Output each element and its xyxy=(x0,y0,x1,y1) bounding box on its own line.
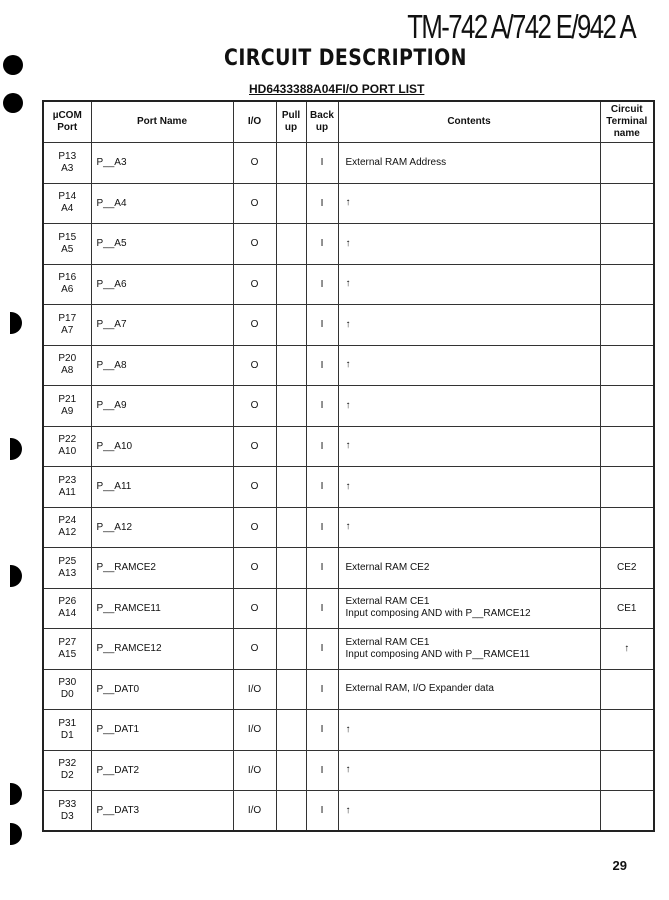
table-row xyxy=(43,143,654,184)
terminal-cell xyxy=(600,548,654,589)
io-direction: O xyxy=(250,440,259,452)
table-header-row xyxy=(43,101,654,143)
contents-cell xyxy=(338,629,600,670)
table-row xyxy=(43,264,654,305)
terminal-cell xyxy=(600,264,654,305)
port-alt-function: D0 xyxy=(60,689,74,701)
port-cell xyxy=(43,143,91,184)
table-row xyxy=(43,305,654,346)
section-title: CIRCUIT DESCRIPTION xyxy=(224,46,467,71)
col-header-pullup: Pull up xyxy=(276,101,306,143)
io-cell xyxy=(233,386,276,427)
port-name-cell xyxy=(91,588,233,629)
pullup-cell xyxy=(276,305,306,346)
port-cell xyxy=(43,507,91,548)
pullup-cell xyxy=(276,264,306,305)
contents-line: External RAM CE2 xyxy=(345,561,430,573)
contents-line: ↑ xyxy=(345,764,351,776)
pullup-cell xyxy=(276,710,306,751)
backup-value: I xyxy=(320,562,324,574)
port-id: P24 xyxy=(58,515,77,527)
port-name-cell xyxy=(91,629,233,670)
contents-cell xyxy=(338,224,600,265)
contents-cell xyxy=(338,143,600,184)
port-cell xyxy=(43,588,91,629)
port-alt-function: A5 xyxy=(61,243,74,255)
port-cell xyxy=(43,183,91,224)
io-cell xyxy=(233,629,276,670)
backup-cell xyxy=(306,224,338,265)
contents-cell xyxy=(338,548,600,589)
port-id: P14 xyxy=(58,191,77,203)
terminal-cell xyxy=(600,305,654,346)
backup-value: I xyxy=(320,278,324,290)
port-name: P__A10 xyxy=(96,440,133,452)
pullup-cell xyxy=(276,669,306,710)
port-alt-function: A7 xyxy=(61,324,74,336)
io-direction: O xyxy=(250,319,259,331)
port-name: P__RAMCE11 xyxy=(96,602,161,614)
contents-cell xyxy=(338,507,600,548)
port-name: P__DAT2 xyxy=(96,764,140,776)
port-alt-function: A8 xyxy=(61,365,74,377)
contents-cell xyxy=(338,791,600,832)
port-cell xyxy=(43,305,91,346)
contents-line: ↑ xyxy=(345,440,351,452)
pullup-cell xyxy=(276,224,306,265)
port-id: P27 xyxy=(58,636,77,648)
port-id: P25 xyxy=(58,555,77,567)
contents-cell xyxy=(338,669,600,710)
pullup-cell xyxy=(276,629,306,670)
backup-value: I xyxy=(320,359,324,371)
port-name-cell xyxy=(91,224,233,265)
backup-cell xyxy=(306,386,338,427)
contents-cell xyxy=(338,386,600,427)
port-alt-function: D3 xyxy=(60,810,74,822)
io-cell xyxy=(233,669,276,710)
backup-value: I xyxy=(320,238,324,250)
terminal-cell xyxy=(600,507,654,548)
terminal-cell xyxy=(600,426,654,467)
port-name-cell xyxy=(91,548,233,589)
io-direction: O xyxy=(250,197,259,209)
port-name: P__A11 xyxy=(96,481,132,493)
table-row xyxy=(43,629,654,670)
backup-value: I xyxy=(320,319,324,331)
io-cell xyxy=(233,791,276,832)
io-direction: O xyxy=(250,157,259,169)
backup-cell xyxy=(306,143,338,184)
io-direction: O xyxy=(250,562,259,574)
table-title: HD6433388A04FI/O PORT LIST xyxy=(249,82,425,96)
contents-cell xyxy=(338,467,600,508)
contents-cell xyxy=(338,710,600,751)
port-id: P15 xyxy=(58,231,77,243)
port-name-cell xyxy=(91,710,233,751)
port-id: P26 xyxy=(58,596,77,608)
port-name-cell xyxy=(91,467,233,508)
port-name: P__A3 xyxy=(96,157,127,169)
col-header-port: µCOM Port xyxy=(43,101,91,143)
contents-line: ↑ xyxy=(345,318,351,330)
port-alt-function: A12 xyxy=(58,527,77,539)
contents-cell xyxy=(338,588,600,629)
terminal-cell xyxy=(600,183,654,224)
terminal-cell xyxy=(600,345,654,386)
port-cell xyxy=(43,264,91,305)
io-cell xyxy=(233,305,276,346)
io-cell xyxy=(233,183,276,224)
contents-line: ↑ xyxy=(345,723,351,735)
terminal-name: CE2 xyxy=(617,562,637,574)
binder-hole-4 xyxy=(10,438,22,460)
io-direction: O xyxy=(250,359,259,371)
table-row xyxy=(43,183,654,224)
backup-cell xyxy=(306,548,338,589)
backup-value: I xyxy=(320,400,324,412)
io-direction: O xyxy=(250,238,259,250)
binder-hole-7 xyxy=(10,823,22,845)
port-name: P__A12 xyxy=(96,521,133,533)
port-name-cell xyxy=(91,426,233,467)
contents-cell xyxy=(338,264,600,305)
table-row xyxy=(43,669,654,710)
port-id: P30 xyxy=(58,677,77,689)
table-row xyxy=(43,750,654,791)
port-alt-function: A6 xyxy=(61,284,74,296)
port-name-cell xyxy=(91,264,233,305)
backup-value: I xyxy=(320,724,324,736)
port-name-cell xyxy=(91,305,233,346)
backup-cell xyxy=(306,710,338,751)
backup-value: I xyxy=(320,805,324,816)
port-cell xyxy=(43,710,91,751)
terminal-cell xyxy=(600,791,654,832)
io-cell xyxy=(233,507,276,548)
model-number: TM-742 A/742 E/942 A xyxy=(407,8,635,45)
port-cell xyxy=(43,548,91,589)
io-cell xyxy=(233,426,276,467)
io-direction: O xyxy=(250,643,259,655)
port-alt-function: A3 xyxy=(61,162,74,174)
table-row xyxy=(43,345,654,386)
port-id: P31 xyxy=(58,717,77,729)
port-id: P32 xyxy=(58,758,77,770)
io-cell xyxy=(233,710,276,751)
backup-value: I xyxy=(320,440,324,452)
port-alt-function: A14 xyxy=(58,608,77,620)
port-name: P__A5 xyxy=(96,238,127,250)
io-direction: O xyxy=(250,278,259,290)
terminal-cell xyxy=(600,750,654,791)
backup-value: I xyxy=(320,197,324,209)
contents-line: ↑ xyxy=(345,197,351,209)
binder-hole-2 xyxy=(3,93,23,113)
io-direction: I/O xyxy=(247,764,262,776)
port-name: P__A8 xyxy=(96,359,127,371)
port-cell xyxy=(43,669,91,710)
contents-line: ↑ xyxy=(345,359,351,371)
port-alt-function: A4 xyxy=(61,203,74,215)
backup-cell xyxy=(306,305,338,346)
pullup-cell xyxy=(276,507,306,548)
backup-cell xyxy=(306,588,338,629)
io-cell xyxy=(233,750,276,791)
table-row xyxy=(43,426,654,467)
port-cell xyxy=(43,426,91,467)
contents-cell xyxy=(338,345,600,386)
backup-cell xyxy=(306,426,338,467)
contents-cell xyxy=(338,750,600,791)
terminal-cell xyxy=(600,629,654,670)
binder-hole-3 xyxy=(10,312,22,334)
pullup-cell xyxy=(276,143,306,184)
io-cell xyxy=(233,588,276,629)
table-row xyxy=(43,386,654,427)
table-row xyxy=(43,507,654,548)
pullup-cell xyxy=(276,386,306,427)
io-direction: I/O xyxy=(247,805,262,816)
port-alt-function: A10 xyxy=(58,446,77,458)
table-row xyxy=(43,791,654,832)
port-name-cell xyxy=(91,507,233,548)
port-id: P17 xyxy=(58,312,77,324)
backup-value: I xyxy=(320,683,324,695)
contents-line: Input composing AND with P__RAMCE11 xyxy=(345,648,530,660)
terminal-cell xyxy=(600,669,654,710)
port-id: P23 xyxy=(58,474,77,486)
col-header-io: I/O xyxy=(233,101,276,143)
port-name: P__DAT3 xyxy=(96,805,140,816)
port-id: P13 xyxy=(58,150,77,162)
terminal-cell xyxy=(600,143,654,184)
terminal-name: CE1 xyxy=(617,602,637,614)
port-name: P__DAT0 xyxy=(96,683,140,695)
port-id: P22 xyxy=(58,434,77,446)
pullup-cell xyxy=(276,791,306,832)
io-cell xyxy=(233,467,276,508)
backup-cell xyxy=(306,183,338,224)
port-name-cell xyxy=(91,143,233,184)
port-name-cell xyxy=(91,669,233,710)
pullup-cell xyxy=(276,426,306,467)
col-header-contents: Contents xyxy=(338,101,600,143)
port-cell xyxy=(43,750,91,791)
contents-line: ↑ xyxy=(345,521,351,533)
port-name: P__A7 xyxy=(96,319,127,331)
port-cell xyxy=(43,467,91,508)
port-cell xyxy=(43,791,91,832)
port-alt-function: A9 xyxy=(61,405,74,417)
contents-line: Input composing AND with P__RAMCE12 xyxy=(345,608,531,620)
port-id: P16 xyxy=(58,272,77,284)
backup-cell xyxy=(306,669,338,710)
port-cell xyxy=(43,629,91,670)
backup-value: I xyxy=(320,602,324,614)
io-direction: O xyxy=(250,602,259,614)
contents-line: External RAM CE1 xyxy=(345,636,430,648)
io-port-table xyxy=(42,100,655,832)
io-direction: I/O xyxy=(247,683,262,695)
pullup-cell xyxy=(276,750,306,791)
contents-line: ↑ xyxy=(345,278,351,290)
table-row xyxy=(43,548,654,589)
port-name: P__A9 xyxy=(96,400,127,412)
contents-line: External RAM, I/O Expander data xyxy=(345,683,494,695)
backup-cell xyxy=(306,467,338,508)
pullup-cell xyxy=(276,183,306,224)
contents-line: External RAM Address xyxy=(345,156,447,168)
col-header-name: Port Name xyxy=(91,101,233,143)
terminal-cell xyxy=(600,386,654,427)
table-row xyxy=(43,467,654,508)
backup-cell xyxy=(306,264,338,305)
io-cell xyxy=(233,224,276,265)
pullup-cell xyxy=(276,467,306,508)
page-number: 29 xyxy=(612,858,627,873)
terminal-name: ↑ xyxy=(624,643,630,655)
terminal-cell xyxy=(600,588,654,629)
terminal-cell xyxy=(600,710,654,751)
port-name: P__A6 xyxy=(96,278,127,290)
port-name-cell xyxy=(91,183,233,224)
io-direction: O xyxy=(250,521,259,533)
contents-line: ↑ xyxy=(345,237,351,249)
port-name-cell xyxy=(91,791,233,832)
contents-cell xyxy=(338,183,600,224)
port-alt-function: A11 xyxy=(58,486,76,498)
port-id: P33 xyxy=(58,798,77,810)
terminal-cell xyxy=(600,467,654,508)
backup-value: I xyxy=(320,157,324,169)
port-cell xyxy=(43,386,91,427)
pullup-cell xyxy=(276,345,306,386)
backup-cell xyxy=(306,345,338,386)
backup-cell xyxy=(306,629,338,670)
port-name-cell xyxy=(91,750,233,791)
port-id: P20 xyxy=(58,353,77,365)
backup-value: I xyxy=(320,764,324,776)
port-name-cell xyxy=(91,345,233,386)
contents-cell xyxy=(338,426,600,467)
pullup-cell xyxy=(276,588,306,629)
contents-line: ↑ xyxy=(345,399,351,411)
table-row xyxy=(43,588,654,629)
backup-value: I xyxy=(320,521,324,533)
backup-cell xyxy=(306,791,338,832)
port-cell xyxy=(43,345,91,386)
io-direction: O xyxy=(250,481,259,493)
io-cell xyxy=(233,548,276,589)
port-alt-function: D2 xyxy=(60,770,74,782)
binder-hole-5 xyxy=(10,565,22,587)
io-direction: I/O xyxy=(247,724,262,736)
contents-cell xyxy=(338,305,600,346)
io-cell xyxy=(233,345,276,386)
backup-cell xyxy=(306,750,338,791)
table-row xyxy=(43,710,654,751)
port-alt-function: A13 xyxy=(58,567,77,579)
contents-line: External RAM CE1 xyxy=(345,596,430,608)
backup-value: I xyxy=(320,643,324,655)
port-name-cell xyxy=(91,386,233,427)
port-name: P__RAMCE2 xyxy=(96,562,156,574)
port-alt-function: D1 xyxy=(60,729,74,741)
io-cell xyxy=(233,264,276,305)
backup-value: I xyxy=(320,481,324,493)
terminal-cell xyxy=(600,224,654,265)
backup-cell xyxy=(306,507,338,548)
port-alt-function: A15 xyxy=(58,648,77,660)
port-name: P__DAT1 xyxy=(96,724,140,736)
io-direction: O xyxy=(250,400,259,412)
port-id: P21 xyxy=(58,393,77,405)
port-cell xyxy=(43,224,91,265)
col-header-terminal: Circuit Terminal name xyxy=(600,101,654,143)
pullup-cell xyxy=(276,548,306,589)
col-header-backup: Back up xyxy=(306,101,338,143)
port-name: P__A4 xyxy=(96,197,127,209)
contents-line: ↑ xyxy=(345,804,351,816)
io-cell xyxy=(233,143,276,184)
binder-hole-1 xyxy=(3,55,23,75)
port-name: P__RAMCE12 xyxy=(96,643,162,655)
binder-hole-6 xyxy=(10,783,22,805)
contents-line: ↑ xyxy=(345,480,351,492)
table-row xyxy=(43,224,654,265)
